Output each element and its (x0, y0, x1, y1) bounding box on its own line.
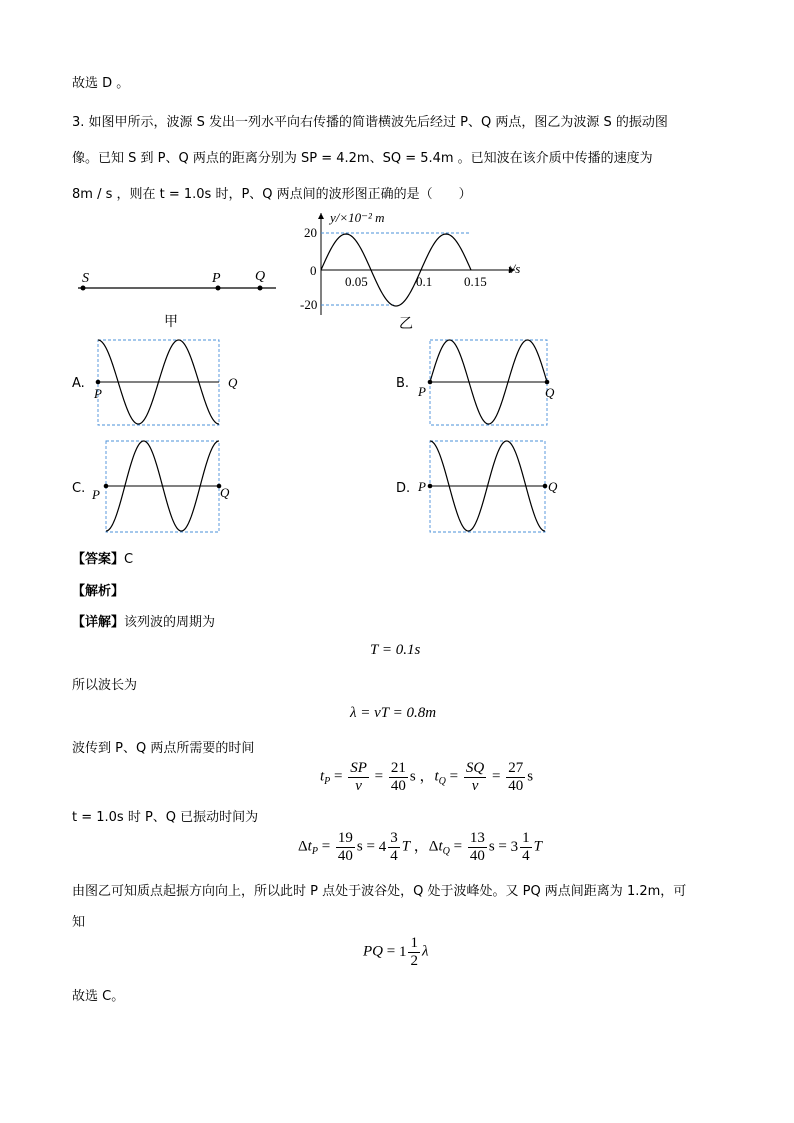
option-b-graph[interactable] (412, 335, 572, 430)
detail-line-3: 波传到 P、Q 两点所需要的时间 (72, 741, 255, 756)
detail-line-2: 所以波长为 (72, 678, 138, 693)
analysis-tag: 【解析】 (72, 584, 125, 599)
y-tick-zero: 0 (310, 263, 317, 278)
eq-pq-distance: PQ = 1 $\frac{1}{2}$ λ (363, 935, 429, 969)
label-s: S (82, 271, 89, 286)
option-b-p: P (418, 384, 426, 399)
x-axis-label: t/s (508, 261, 521, 276)
x-tick-0.1: 0.1 (416, 274, 433, 289)
label-p: P (212, 271, 221, 286)
eq-wavelength: λ = vT = 0.8m (350, 705, 437, 721)
question-line-3: 8m / s ，则在 t = 1.0s 时，P、Q 两点间的波形图正确的是（ ） (72, 187, 472, 202)
answer-tag: 【答案】 (72, 552, 125, 567)
question-line-1: 3. 如图甲所示，波源 S 发出一列水平向右传播的简谐横波先后经过 P、Q 两点，图乙为波源 S 的振动图 (72, 115, 668, 130)
conclusion: 故选 C。 (72, 989, 125, 1004)
y-axis-label: y/×10⁻² m (330, 210, 385, 225)
question-line-2: 像。已知 S 到 P、Q 两点的距离分别为 SP = 4.2m、SQ = 5.4m 。已知波在该介质中传播的速度为 (72, 151, 653, 166)
option-d-graph[interactable] (412, 437, 572, 537)
caption-jia: 甲 (164, 315, 178, 330)
eq-vibration-times: $\Delta t_P$ = $\frac{19}{40}$ s = 4 $\frac{3}{4}$ T ，$\Delta t_Q$ = $\frac{13}{40}$ s = 3 $\frac{1}{4}$ T (298, 830, 542, 864)
option-d-p: P (418, 479, 426, 494)
point-s (81, 286, 86, 291)
answer-value: C (124, 552, 134, 567)
option-d-q: Q (548, 479, 558, 494)
y-tick-bottom: -20 (300, 297, 318, 312)
answer-line (72, 548, 133, 567)
y-tick-top: 20 (304, 225, 317, 240)
figure-yi-chart (300, 205, 540, 335)
point-q (258, 286, 263, 291)
x-tick-0.15: 0.15 (464, 274, 487, 289)
option-d-label[interactable]: D. (396, 481, 411, 496)
figure-jia (60, 255, 290, 335)
eq-period: T = 0.1s (370, 642, 421, 658)
detail-line-1: 【详解】该列波的周期为 (72, 615, 216, 630)
option-a-label[interactable]: A. (72, 376, 85, 391)
point-p (216, 286, 221, 291)
detail-line-6: 知 (72, 915, 86, 930)
detail-line-4: t = 1.0s 时 P、Q 已振动时间为 (72, 810, 259, 825)
option-c-label[interactable]: C. (72, 481, 86, 496)
option-a-q: Q (228, 375, 238, 390)
option-c-q: Q (220, 485, 230, 500)
x-tick-0.05: 0.05 (345, 274, 368, 289)
caption-yi: 乙 (399, 317, 413, 332)
option-b-label[interactable]: B. (396, 376, 410, 391)
option-c-graph[interactable] (90, 437, 250, 537)
option-b-q: Q (545, 385, 555, 400)
detail-line-5: 由图乙可知质点起振方向向上，所以此时 P 点处于波谷处，Q 处于波峰处。又 PQ 两点间距离为 1.2m，可 (72, 884, 687, 899)
label-q: Q (255, 269, 266, 284)
previous-answer: 故选 D 。 (72, 76, 130, 91)
option-a-p: P (94, 386, 102, 401)
detail-tag: 【详解】 (72, 615, 125, 630)
eq-arrival-times: $t_P$ = $\frac{SP}{v}$ = $\frac{21}{40}$ s ，$t_Q$ = $\frac{SQ}{v}$ = $\frac{27}{40}$ s (320, 760, 534, 794)
option-c-p: P (92, 487, 100, 502)
option-a-graph[interactable] (90, 335, 250, 430)
